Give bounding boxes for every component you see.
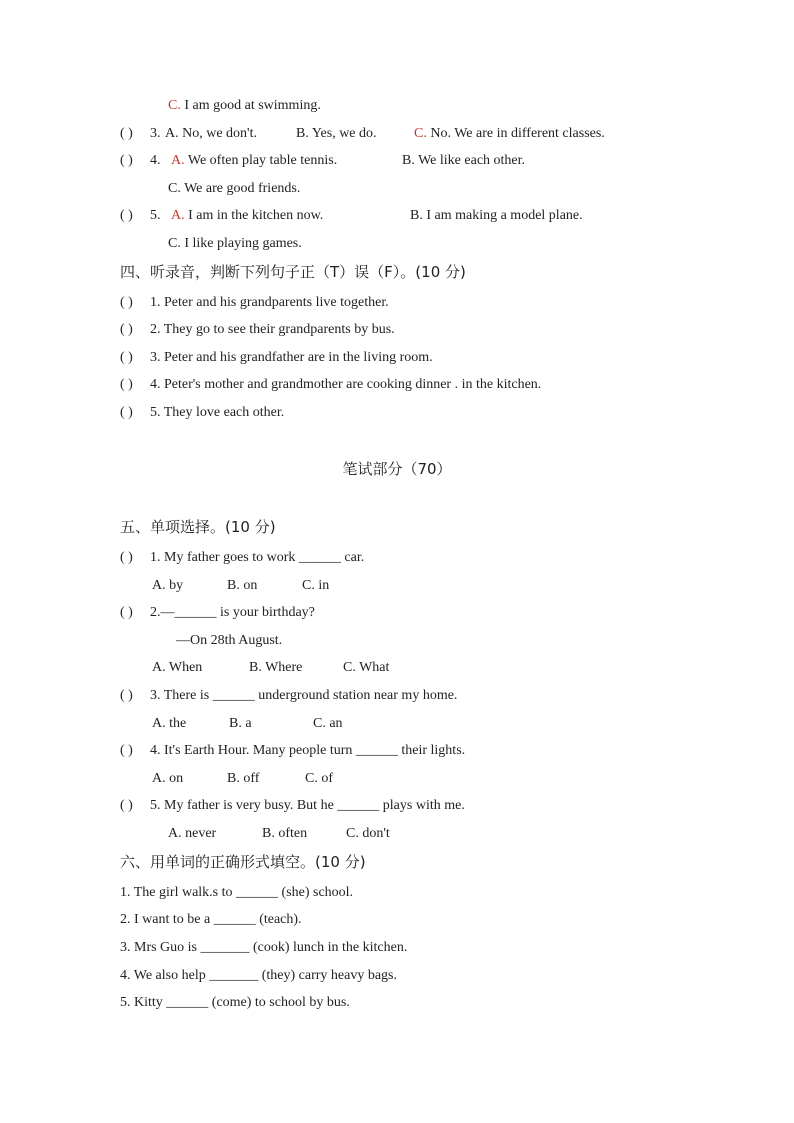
option-c: C. don't [346, 826, 390, 841]
option-a: A. never [168, 826, 217, 841]
answer-paren: ( ) [120, 322, 133, 337]
answer-paren: ( ) [120, 405, 133, 420]
statement-text: 5. They love each other. [150, 405, 285, 420]
option-c: C. of [305, 771, 333, 786]
section-heading: 四、听录音，判断下列句子正（T）误（F）。(10 分) [120, 263, 466, 281]
option-c: C. I like playing games. [168, 236, 302, 251]
option-a: A. by [152, 578, 184, 593]
answer-mark: A. [171, 208, 185, 223]
option-b: B. I am making a model plane. [410, 208, 583, 223]
answer-paren: ( ) [120, 153, 133, 168]
option-a: I am in the kitchen now. [184, 208, 324, 223]
part-title: 笔试部分（70） [342, 460, 452, 478]
option-c: C. an [313, 716, 343, 731]
option-b: B. often [262, 826, 308, 841]
option-a: A. the [152, 716, 187, 731]
question-stem: 1. My father goes to work ______ car. [150, 550, 365, 565]
answer-mark: C. [414, 126, 427, 141]
question-reply: —On 28th August. [176, 633, 283, 648]
section-heading: 六、用单词的正确形式填空。(10 分) [120, 853, 366, 871]
option-b: B. Where [249, 660, 303, 675]
answer-paren: ( ) [120, 295, 133, 310]
list-item: 5. Kitty ______ (come) to school by bus. [120, 995, 350, 1010]
option-b: B. We like each other. [402, 153, 526, 168]
answer-paren: ( ) [120, 798, 133, 813]
option-b: B. on [227, 578, 258, 593]
answer-paren: ( ) [120, 208, 133, 223]
option-a: We often play table tennis. [184, 153, 338, 168]
answer-paren: ( ) [120, 743, 133, 758]
list-item: 1. The girl walk.s to ______ (she) school. [120, 885, 354, 900]
question-number: 3. [150, 126, 161, 141]
option-a: A. No, we don't. [165, 126, 257, 141]
question-stem: 4. It's Earth Hour. Many people turn ______ their lights. [150, 743, 466, 758]
option-c: C. We are good friends. [168, 181, 301, 196]
list-item: 3. Mrs Guo is _______ (cook) lunch in the kitchen. [120, 940, 408, 955]
option-c: No. We are in different classes. [426, 126, 605, 141]
question-number: 4. [150, 153, 161, 168]
list-item: 2. I want to be a ______ (teach). [120, 912, 302, 927]
option-a: A. When [152, 660, 203, 675]
answer-mark: A. [171, 153, 185, 168]
answer-paren: ( ) [120, 605, 133, 620]
list-item: 4. We also help _______ (they) carry heavy bags. [120, 968, 397, 983]
statement-text: 2. They go to see their grandparents by bus. [150, 322, 395, 337]
option-b: B. a [229, 716, 252, 731]
statement-text: 4. Peter's mother and grandmother are cooking dinner . in the kitchen. [150, 377, 542, 392]
answer-paren: ( ) [120, 126, 133, 141]
answer-paren: ( ) [120, 377, 133, 392]
question-stem: 2.—______ is your birthday? [150, 605, 315, 620]
question-stem: 3. There is ______ underground station near my home. [150, 688, 458, 703]
statement-text: 3. Peter and his grandfather are in the living room. [150, 350, 433, 365]
statement-text: 1. Peter and his grandparents live together. [150, 295, 389, 310]
option-c: C. What [343, 660, 390, 675]
option-b: B. off [227, 771, 260, 786]
option-b: B. Yes, we do. [296, 126, 377, 141]
question-number: 5. [150, 208, 161, 223]
option-line [168, 97, 321, 115]
question-stem: 5. My father is very busy. But he ______ plays with me. [150, 798, 465, 813]
option-c: C. in [302, 578, 330, 593]
answer-mark: C. [168, 98, 181, 113]
answer-paren: ( ) [120, 350, 133, 365]
answer-paren: ( ) [120, 550, 133, 565]
section-heading: 五、单项选择。(10 分) [120, 518, 276, 536]
answer-paren: ( ) [120, 688, 133, 703]
option-a: A. on [152, 771, 184, 786]
option-text: I am good at swimming. [180, 98, 321, 113]
